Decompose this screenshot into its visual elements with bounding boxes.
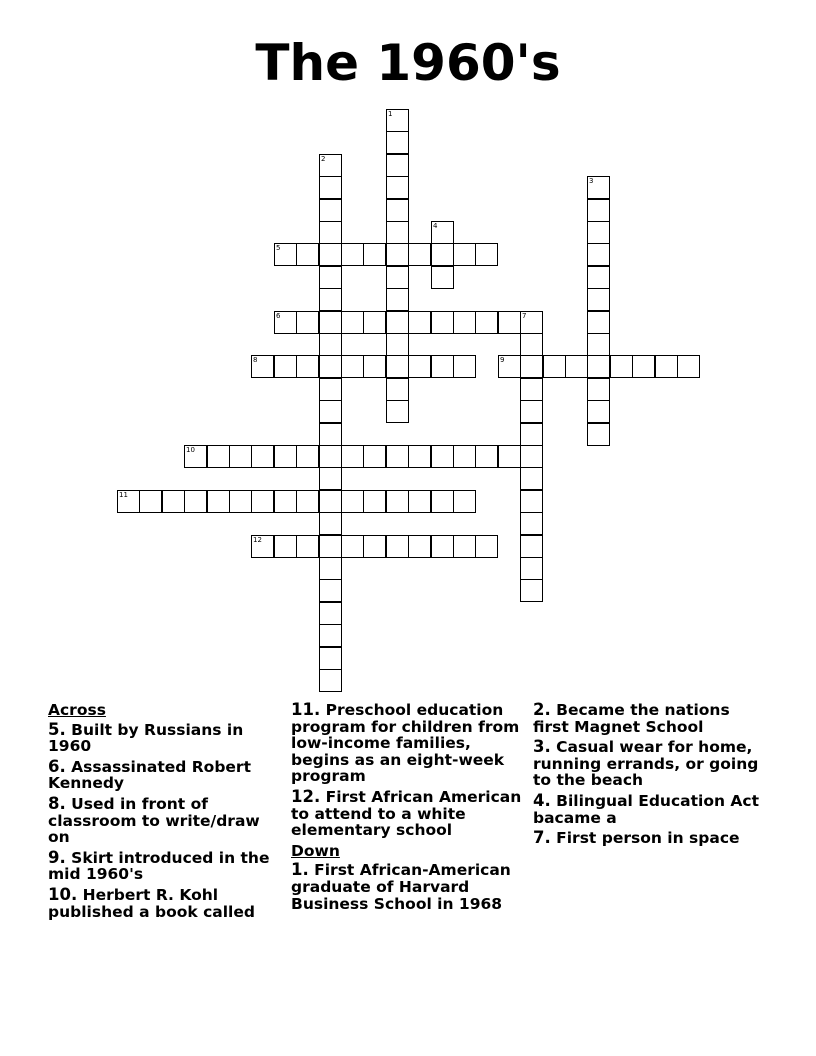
clue-down-2: 2. Became the nations first Magnet School: [533, 700, 730, 736]
grid-cell[interactable]: [386, 131, 409, 154]
clue-down-3: 3. Casual wear for home, running errands, or going to the beach: [533, 737, 759, 790]
grid-cell[interactable]: [408, 490, 431, 513]
grid-cell[interactable]: [632, 355, 655, 378]
cell-number: 10: [186, 446, 195, 454]
grid-cell[interactable]: [520, 423, 543, 446]
grid-cell[interactable]: [319, 467, 342, 490]
grid-cell[interactable]: [498, 445, 521, 468]
grid-cell[interactable]: [431, 221, 454, 244]
cell-number: 1: [388, 110, 393, 118]
grid-cell[interactable]: [319, 423, 342, 446]
cell-number: 7: [522, 312, 527, 320]
grid-cell[interactable]: [587, 355, 610, 378]
grid-cell[interactable]: [386, 288, 409, 311]
grid-cell[interactable]: [453, 490, 476, 513]
grid-cell[interactable]: [341, 490, 364, 513]
grid-cell[interactable]: [274, 445, 297, 468]
grid-cell[interactable]: [408, 311, 431, 334]
grid-cell[interactable]: [431, 490, 454, 513]
grid-cell[interactable]: [386, 199, 409, 222]
grid-cell[interactable]: [296, 243, 319, 266]
grid-cell[interactable]: [475, 445, 498, 468]
grid-cell[interactable]: [453, 535, 476, 558]
grid-cell[interactable]: [587, 266, 610, 289]
grid-cell[interactable]: [363, 311, 386, 334]
grid-cell[interactable]: [386, 243, 409, 266]
grid-cell[interactable]: [520, 557, 543, 580]
grid-cell[interactable]: [341, 355, 364, 378]
grid-cell[interactable]: [386, 154, 409, 177]
grid-cell[interactable]: [431, 355, 454, 378]
grid-cell[interactable]: [453, 311, 476, 334]
grid-cell[interactable]: [386, 221, 409, 244]
grid-cell[interactable]: [498, 311, 521, 334]
grid-cell[interactable]: [251, 490, 274, 513]
clue-across-8: 8. Used in front of classroom to write/draw on: [48, 793, 260, 847]
grid-cell[interactable]: [587, 400, 610, 423]
grid-cell[interactable]: [431, 266, 454, 289]
clue-across-10: 10. Herbert R. Kohl published a book called: [48, 884, 255, 921]
grid-cell[interactable]: [520, 445, 543, 468]
grid-cell[interactable]: [543, 355, 566, 378]
grid-cell[interactable]: [319, 221, 342, 244]
grid-cell[interactable]: [431, 311, 454, 334]
grid-cell[interactable]: [296, 535, 319, 558]
grid-cell[interactable]: [251, 535, 274, 558]
grid-cell[interactable]: [475, 535, 498, 558]
cell-number: 4: [433, 222, 438, 230]
grid-cell[interactable]: [251, 355, 274, 378]
grid-cell[interactable]: [408, 535, 431, 558]
clues-column-3: [533, 702, 763, 851]
clue-across-5: 5. Built by Russians in 1960: [48, 719, 244, 756]
grid-cell[interactable]: [386, 176, 409, 199]
grid-cell[interactable]: [475, 243, 498, 266]
cell-number: 8: [253, 356, 258, 364]
grid-cell[interactable]: [363, 445, 386, 468]
grid-cell[interactable]: [319, 647, 342, 670]
grid-cell[interactable]: [319, 378, 342, 401]
grid-cell[interactable]: [453, 243, 476, 266]
grid-cell[interactable]: [408, 243, 431, 266]
clues-column-1: [48, 702, 280, 924]
cell-number: 6: [276, 312, 281, 320]
grid-cell[interactable]: [274, 490, 297, 513]
grid-cell[interactable]: [184, 490, 207, 513]
grid-cell[interactable]: [229, 445, 252, 468]
grid-cell[interactable]: [319, 535, 342, 558]
grid-cell[interactable]: [319, 579, 342, 602]
clue-across-6: 6. Assassinated Robert Kennedy: [48, 756, 251, 793]
grid-cell[interactable]: [117, 490, 140, 513]
grid-cell[interactable]: [386, 490, 409, 513]
grid-cell[interactable]: [274, 535, 297, 558]
grid-cell[interactable]: [408, 445, 431, 468]
cell-number: 3: [589, 177, 594, 185]
grid-cell[interactable]: [587, 199, 610, 222]
grid-cell[interactable]: [341, 311, 364, 334]
grid-cell[interactable]: [677, 355, 700, 378]
grid-cell[interactable]: [319, 243, 342, 266]
grid-cell[interactable]: [319, 266, 342, 289]
grid-cell[interactable]: [587, 423, 610, 446]
grid-cell[interactable]: [319, 602, 342, 625]
grid-cell[interactable]: [587, 176, 610, 199]
grid-cell[interactable]: [251, 445, 274, 468]
grid-cell[interactable]: [363, 243, 386, 266]
grid-cell[interactable]: [520, 490, 543, 513]
grid-cell[interactable]: [341, 535, 364, 558]
grid-cell[interactable]: [610, 355, 633, 378]
grid-cell[interactable]: [319, 400, 342, 423]
grid-cell[interactable]: [520, 333, 543, 356]
grid-cell[interactable]: [296, 311, 319, 334]
grid-cell[interactable]: [498, 355, 521, 378]
grid-cell[interactable]: [520, 467, 543, 490]
grid-cell[interactable]: [341, 243, 364, 266]
clue-down-7: 7. First person in space: [533, 828, 740, 848]
grid-cell[interactable]: [296, 490, 319, 513]
cell-number: 2: [321, 155, 326, 163]
cell-number: 5: [276, 244, 281, 252]
grid-cell[interactable]: [296, 445, 319, 468]
grid-cell[interactable]: [520, 535, 543, 558]
grid-cell[interactable]: [475, 311, 498, 334]
grid-cell[interactable]: [587, 221, 610, 244]
grid-cell[interactable]: [319, 176, 342, 199]
cell-number: 11: [119, 491, 128, 499]
grid-cell[interactable]: [319, 669, 342, 692]
clue-down-4: 4. Bilingual Education Act bacame a: [533, 790, 760, 827]
across-heading: Across: [48, 701, 106, 719]
grid-cell[interactable]: [274, 311, 297, 334]
grid-cell[interactable]: [520, 355, 543, 378]
grid-cell[interactable]: [565, 355, 588, 378]
grid-cell[interactable]: [431, 445, 454, 468]
cell-number: 12: [253, 536, 262, 544]
grid-cell[interactable]: [184, 445, 207, 468]
grid-cell[interactable]: [386, 266, 409, 289]
clue-across-12: 12. First African American to attend to a white elementary school: [291, 786, 522, 840]
grid-cell[interactable]: [319, 288, 342, 311]
grid-cell[interactable]: [431, 243, 454, 266]
grid-cell[interactable]: [655, 355, 678, 378]
grid-cell[interactable]: [363, 535, 386, 558]
grid-cell[interactable]: [319, 512, 342, 535]
grid-cell[interactable]: [319, 311, 342, 334]
grid-cell[interactable]: [587, 243, 610, 266]
grid-cell[interactable]: [408, 355, 431, 378]
grid-cell[interactable]: [363, 490, 386, 513]
grid-cell[interactable]: [431, 535, 454, 558]
grid-cell[interactable]: [319, 557, 342, 580]
grid-cell[interactable]: [587, 311, 610, 334]
grid-cell[interactable]: [319, 490, 342, 513]
grid-cell[interactable]: [386, 378, 409, 401]
grid-cell[interactable]: [386, 311, 409, 334]
grid-cell[interactable]: [520, 579, 543, 602]
grid-cell[interactable]: [139, 490, 162, 513]
grid-cell[interactable]: [207, 445, 230, 468]
grid-cell[interactable]: [319, 445, 342, 468]
grid-cell[interactable]: [274, 243, 297, 266]
grid-cell[interactable]: [453, 355, 476, 378]
puzzle-title: The 1960's: [255, 34, 561, 92]
grid-cell[interactable]: [520, 378, 543, 401]
grid-cell[interactable]: [587, 378, 610, 401]
grid-cell[interactable]: [386, 400, 409, 423]
grid-cell[interactable]: [386, 535, 409, 558]
grid-cell[interactable]: [162, 490, 185, 513]
grid-cell[interactable]: [587, 333, 610, 356]
grid-cell[interactable]: [207, 490, 230, 513]
clue-down-1: 1. First African-American graduate of Harvard Business School in 1968: [291, 860, 511, 913]
grid-cell[interactable]: [386, 333, 409, 356]
grid-cell[interactable]: [319, 333, 342, 356]
cell-number: 9: [500, 356, 505, 364]
grid-cell[interactable]: [386, 355, 409, 378]
grid-cell[interactable]: [319, 199, 342, 222]
grid-cell[interactable]: [229, 490, 252, 513]
clues-column-2: [291, 702, 527, 916]
grid-cell[interactable]: [341, 445, 364, 468]
down-heading: Down: [291, 841, 340, 860]
grid-cell[interactable]: [319, 154, 342, 177]
grid-cell[interactable]: [274, 355, 297, 378]
grid-cell[interactable]: [520, 400, 543, 423]
grid-cell[interactable]: [386, 109, 409, 132]
clue-across-11: 11. Preschool education program for children from low-income families, begins as an eight-week program: [291, 700, 520, 786]
grid-cell[interactable]: [587, 288, 610, 311]
grid-cell[interactable]: [386, 445, 409, 468]
grid-cell[interactable]: [520, 512, 543, 535]
grid-cell[interactable]: [319, 624, 342, 647]
grid-cell[interactable]: [296, 355, 319, 378]
grid-cell[interactable]: [319, 355, 342, 378]
grid-cell[interactable]: [453, 445, 476, 468]
grid-cell[interactable]: [363, 355, 386, 378]
clue-across-9: 9. Skirt introduced in the mid 1960's: [48, 847, 270, 884]
grid-cell[interactable]: [520, 311, 543, 334]
